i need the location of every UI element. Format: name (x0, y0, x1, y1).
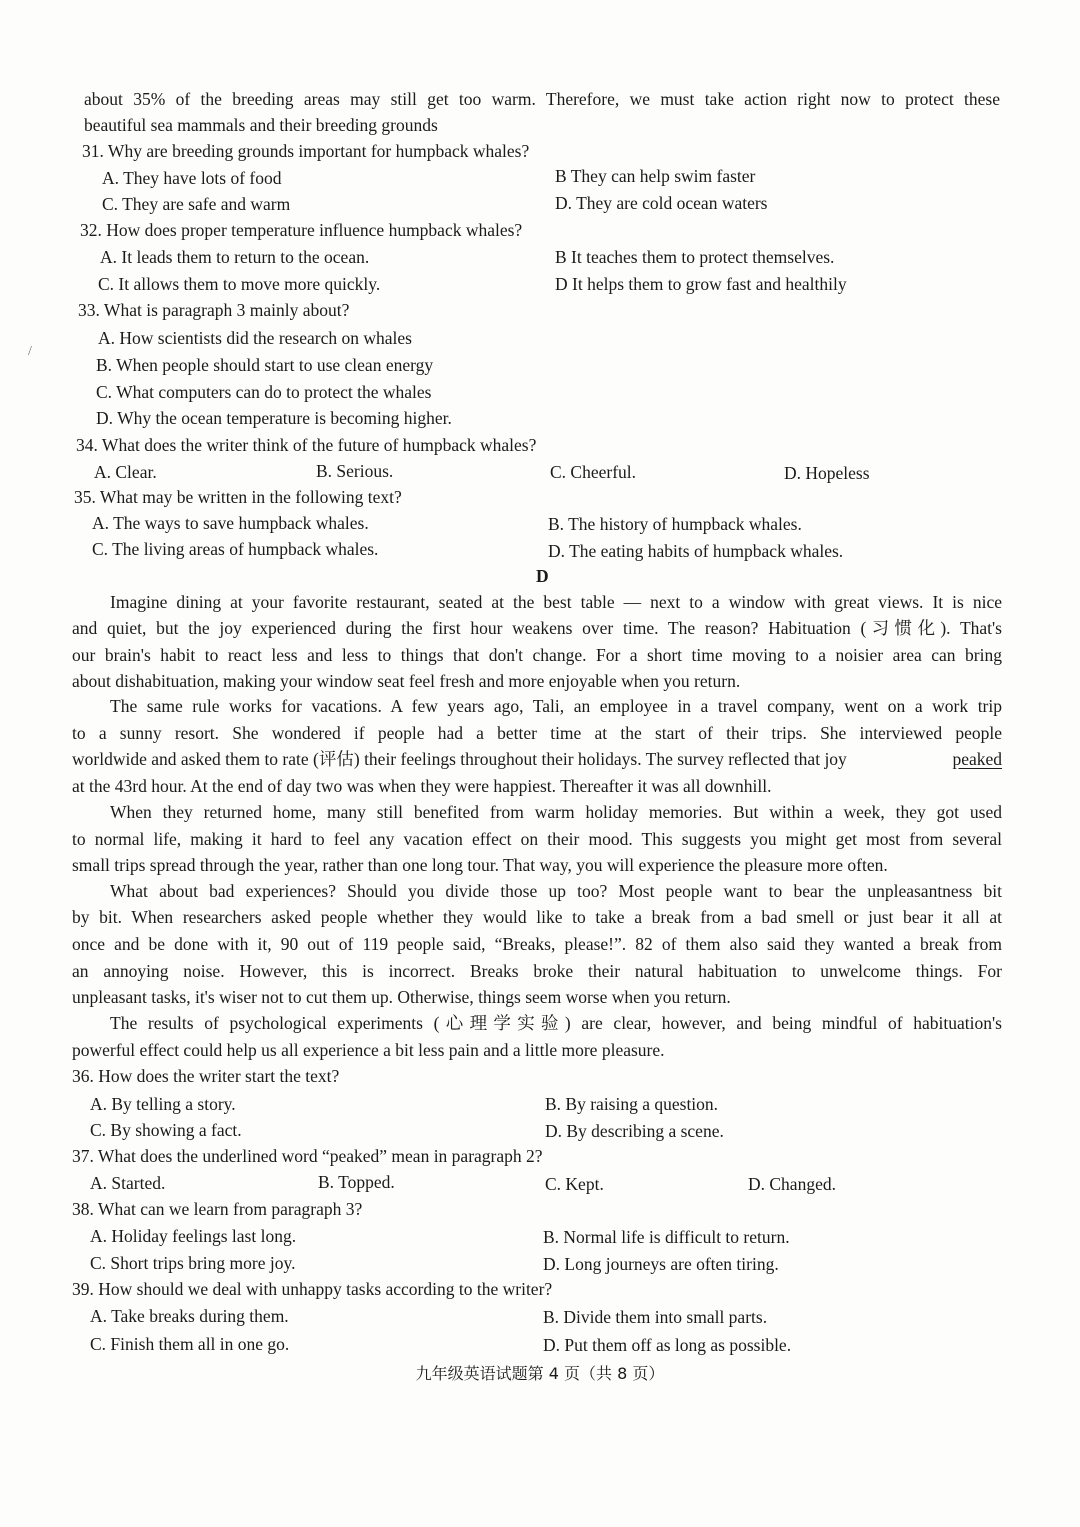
passage-d-p4-line-4: an annoying noise. However, this is incorrect. Breaks broke their natural habituation to unwelcome things. For (72, 961, 1002, 981)
passage-d-p1-line-3: our brain's habit to react less and less to things that don't change. For a short time moving to a noisier area can bring (72, 645, 1002, 665)
question-34-stem: 34. What does the writer think of the future of humpback whales? (76, 435, 537, 455)
question-39-option-d: D. Put them off as long as possible. (543, 1335, 792, 1355)
passage-d-p1-line-1: Imagine dining at your favorite restaurant, seated at the best table — next to a window with great views. It is nice (110, 592, 1002, 612)
question-38-option-c: C. Short trips bring more joy. (90, 1253, 296, 1273)
question-32-stem: 32. How does proper temperature influence humpback whales? (80, 220, 523, 240)
question-33-option-c: C. What computers can do to protect the whales (96, 382, 432, 402)
passage-d-p2-line-3 (72, 748, 1002, 770)
question-35-option-d: D. The eating habits of humpback whales. (548, 541, 844, 561)
question-36-option-c: C. By showing a fact. (90, 1120, 242, 1140)
passage-d-p2-line-4: at the 43rd hour. At the end of day two was when they were happiest. Thereafter it was all downhill. (72, 776, 772, 796)
question-33-option-d: D. Why the ocean temperature is becoming higher. (96, 408, 452, 428)
passage-d-p4-line-5: unpleasant tasks, it's wiser not to cut them up. Otherwise, things seem worse when you return. (72, 987, 731, 1007)
passage-d-p2-line-1: The same rule works for vacations. A few years ago, Tali, an employee in a travel company, went on a work trip (110, 696, 1002, 716)
question-34-option-c: C. Cheerful. (550, 462, 637, 482)
passage-d-p4-line-3: once and be done with it, 90 out of 119 people said, “Breaks, please!”. 82 of them also said they wanted a break from (72, 934, 1002, 954)
passage-d-p3-line-2: to normal life, making it hard to feel any vacation effect on their mood. This suggests you might get most from several (72, 829, 1002, 849)
question-39-option-b: B. Divide them into small parts. (543, 1307, 768, 1327)
question-38-option-a: A. Holiday feelings last long. (90, 1226, 297, 1246)
passage-c-line-2: beautiful sea mammals and their breeding grounds (84, 115, 438, 135)
passage-d-p3-line-1: When they returned home, many still benefited from warm holiday memories. But within a week, they got used (110, 802, 1002, 822)
passage-d-p2-line-2: to a sunny resort. She wondered if people had a better time at the start of their trips. She interviewed people (72, 723, 1002, 743)
question-38-option-b: B. Normal life is difficult to return. (543, 1227, 790, 1247)
question-34-option-a: A. Clear. (94, 462, 157, 482)
margin-mark: / (28, 344, 32, 359)
passage-d-p1-line-2: and quiet, but the joy experienced during the first hour weakens over time. The reason? Habituation (习惯化). That's (72, 618, 1002, 638)
question-37-option-a: A. Started. (90, 1173, 166, 1193)
question-34-option-b: B. Serious. (316, 461, 394, 481)
question-31-option-a: A. They have lots of food (102, 168, 282, 188)
question-34-option-d: D. Hopeless (784, 463, 870, 483)
question-36-option-d: D. By describing a scene. (545, 1121, 724, 1141)
question-39-option-c: C. Finish them all in one go. (90, 1334, 290, 1354)
question-31-option-d: D. They are cold ocean waters (555, 193, 768, 213)
question-37-option-b: B. Topped. (318, 1172, 395, 1192)
question-32-option-b: B It teaches them to protect themselves. (555, 247, 835, 267)
passage-c-line-1: about 35% of the breeding areas may still get too warm. Therefore, we must take action right now to protect these (84, 89, 1000, 109)
question-38-stem: 38. What can we learn from paragraph 3? (72, 1199, 363, 1219)
question-35-option-c: C. The living areas of humpback whales. (92, 539, 379, 559)
question-33-option-a: A. How scientists did the research on whales (98, 328, 412, 348)
question-35-option-b: B. The history of humpback whales. (548, 514, 802, 534)
question-39-option-a: A. Take breaks during them. (90, 1306, 289, 1326)
question-35-stem: 35. What may be written in the following text? (74, 487, 402, 507)
question-36-option-b: B. By raising a question. (545, 1094, 719, 1114)
passage-d-p4-line-1: What about bad experiences? Should you divide those up too? Most people want to bear the unpleasantness bit (110, 881, 1002, 901)
question-32-option-d: D It helps them to grow fast and healthily (555, 274, 847, 294)
passage-d-p3-line-3: small trips spread through the year, rather than one long tour. That way, you will experience the pleasure more often. (72, 855, 888, 875)
passage-d-p1-line-4: about dishabituation, making your window seat feel fresh and more enjoyable when you return. (72, 671, 741, 691)
question-33-stem: 33. What is paragraph 3 mainly about? (78, 300, 350, 320)
question-36-option-a: A. By telling a story. (90, 1094, 236, 1114)
question-32-option-c: C. It allows them to move more quickly. (98, 274, 381, 294)
section-d-title: D (536, 566, 549, 586)
question-31-stem: 31. Why are breeding grounds important for humpback whales? (82, 141, 530, 161)
question-31-option-c: C. They are safe and warm (102, 194, 291, 214)
question-37-stem: 37. What does the underlined word “peaked” mean in paragraph 2? (72, 1146, 543, 1166)
question-33-option-b: B. When people should start to use clean energy (96, 355, 434, 375)
passage-d-p4-line-2: by bit. When researchers asked people whether they would like to take a break from a bad smell or just bear it all at (72, 907, 1002, 927)
question-36-stem: 36. How does the writer start the text? (72, 1066, 340, 1086)
question-38-option-d: D. Long journeys are often tiring. (543, 1254, 779, 1274)
question-31-option-b: B They can help swim faster (555, 166, 756, 186)
question-37-option-c: C. Kept. (545, 1174, 604, 1194)
question-32-option-a: A. It leads them to return to the ocean. (100, 247, 370, 267)
passage-d-p2-line-3-text: worldwide and asked them to rate (评估) their feelings throughout their holidays. The survey reflected that joy (72, 749, 847, 769)
passage-d-p5-line-2: powerful effect could help us all experience a bit less pain and a little more pleasure. (72, 1040, 665, 1060)
question-37-option-d: D. Changed. (748, 1174, 836, 1194)
question-39-stem: 39. How should we deal with unhappy tasks according to the writer? (72, 1279, 553, 1299)
passage-d-p5-line-1: The results of psychological experiments (心理学实验) are clear, however, and being mindful of habituation's (110, 1013, 1002, 1033)
underlined-word-peaked: peaked (952, 749, 1002, 769)
question-35-option-a: A. The ways to save humpback whales. (92, 513, 369, 533)
page-footer: 九年级英语试题第 4 页（共 8 页） (415, 1364, 665, 1383)
